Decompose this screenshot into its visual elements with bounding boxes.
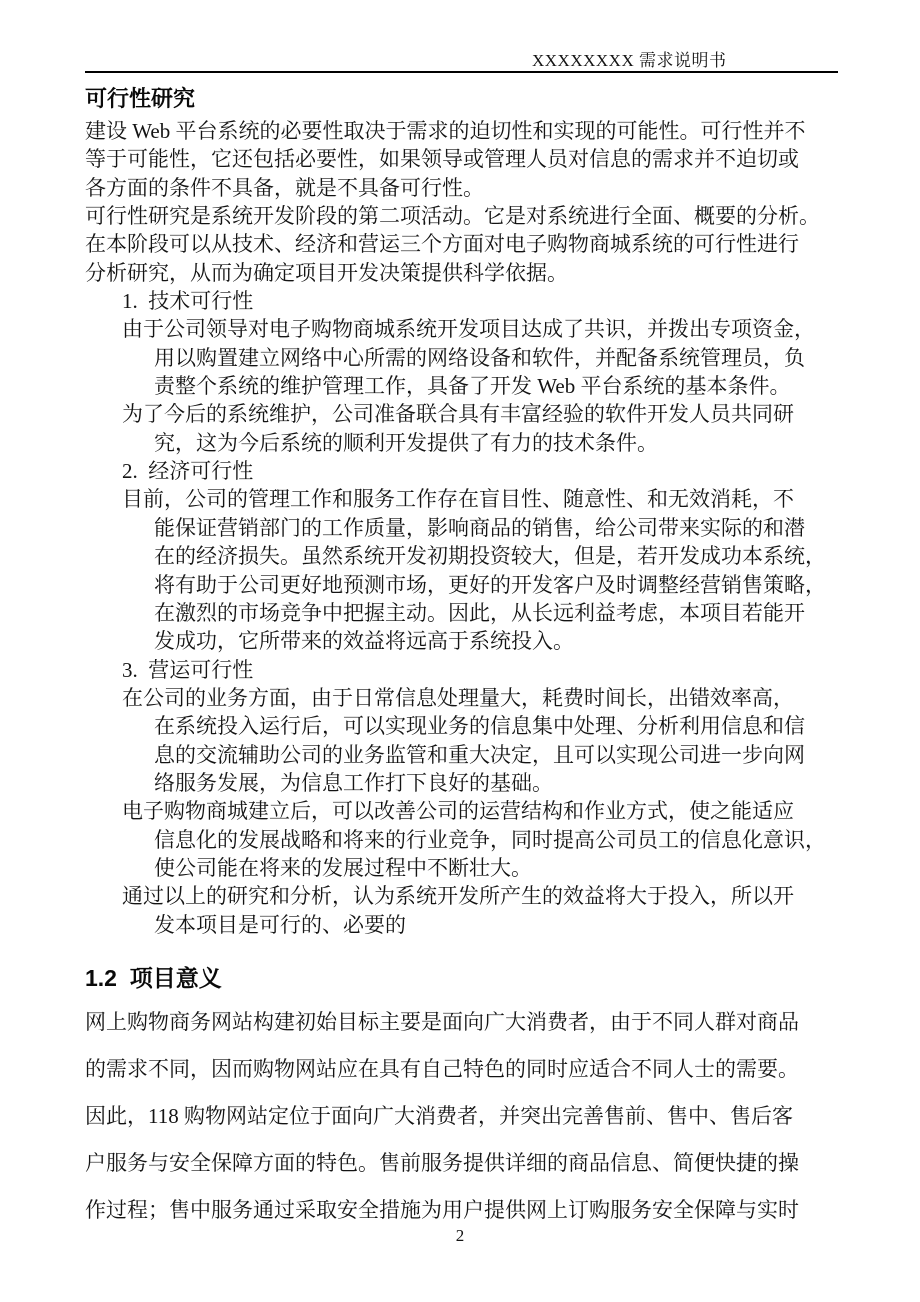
text-line: 将有助于公司更好地预测市场，更好的开发客户及时调整经营销售策略， <box>154 572 826 597</box>
text-line: 在激烈的市场竞争中把握主动。因此，从长远利益考虑，本项目若能开 <box>154 600 805 625</box>
header-title: XXXXXXXX 需求说明书 <box>532 51 727 70</box>
text-line: 户服务与安全保障方面的特色。售前服务提供详细的商品信息、简便快捷的操 <box>85 1150 799 1175</box>
header-rule <box>85 71 838 73</box>
text-line: 究，这为今后系统的顺利开发提供了有力的技术条件。 <box>154 430 658 455</box>
text-line: 建设 Web 平台系统的必要性取决于需求的迫切性和实现的可能性。可行性并不 <box>85 119 806 143</box>
page-footer <box>0 1226 920 1246</box>
text-line: 责整个系统的维护管理工作，具备了开发 Web 平台系统的基本条件。 <box>154 374 791 399</box>
text-line: 信息化的发展战略和将来的行业竞争，同时提高公司员工的信息化意识， <box>154 827 826 852</box>
text-line: 在的经济损失。虽然系统开发初期投资较大，但是，若开发成功本系统， <box>154 544 826 569</box>
text-line: 可行性研究是系统开发阶段的第二项活动。它是对系统进行全面、概要的分析。 <box>85 204 820 229</box>
text-line: 的需求不同，因而购物网站应在具有自己特色的同时应适合不同人士的需要。 <box>85 1056 799 1081</box>
text-line: 各方面的条件不具备，就是不具备可行性。 <box>85 175 484 200</box>
text-line: 在本阶段可以从技术、经济和营运三个方面对电子购物商城系统的可行性进行 <box>85 232 799 257</box>
document-content <box>85 84 875 1234</box>
text-line: 因此，118 购物网站定位于面向广大消费者，并突出完善售前、售中、售后客 <box>85 1103 793 1128</box>
text-line: 在公司的业务方面，由于日常信息处理量大，耗费时间长，出错效率高， <box>122 685 794 710</box>
section1-heading: 可行性研究 <box>85 86 196 111</box>
text-line: 3. 营运可行性 <box>122 657 254 682</box>
text-line: 能保证营销部门的工作质量，影响商品的销售，给公司带来实际的和潜 <box>154 515 805 540</box>
text-line: 作过程；售中服务通过采取安全措施为用户提供网上订购服务安全保障与实时 <box>85 1197 799 1222</box>
text-line: 用以购置建立网络中心所需的网络设备和软件，并配备系统管理员，负 <box>154 345 805 370</box>
text-line: 发本项目是可行的、必要的 <box>154 912 406 937</box>
text-line: 通过以上的研究和分析，认为系统开发所产生的效益将大于投入，所以开 <box>122 884 794 909</box>
text-line: 1. 技术可行性 <box>122 289 254 314</box>
page-number: 2 <box>455 1226 465 1245</box>
text-line: 目前，公司的管理工作和服务工作存在盲目性、随意性、和无效消耗，不 <box>122 487 794 512</box>
text-line: 在系统投入运行后，可以实现业务的信息集中处理、分析利用信息和信 <box>154 714 805 739</box>
text-line: 络服务发展，为信息工作打下良好的基础。 <box>154 770 553 795</box>
text-line: 等于可能性，它还包括必要性，如果领导或管理人员对信息的需求并不迫切或 <box>85 147 799 172</box>
text-line: 分析研究，从而为确定项目开发决策提供科学依据。 <box>85 260 568 285</box>
text-line: 网上购物商务网站构建初始目标主要是面向广大消费者，由于不同人群对商品 <box>85 1009 799 1034</box>
text-line: 电子购物商城建立后，可以改善公司的运营结构和作业方式，使之能适应 <box>122 799 794 824</box>
text-line: 由于公司领导对电子购物商城系统开发项目达成了共识，并拨出专项资金， <box>122 317 815 342</box>
section2-body <box>85 999 875 1234</box>
section1-body <box>85 117 875 939</box>
text-line: 2. 经济可行性 <box>122 459 254 484</box>
text-line: 息的交流辅助公司的业务监管和重大决定，且可以实现公司进一步向网 <box>154 742 805 767</box>
text-line: 使公司能在将来的发展过程中不断壮大。 <box>154 855 532 880</box>
text-line: 为了今后的系统维护，公司准备联合具有丰富经验的软件开发人员共同研 <box>122 402 794 427</box>
section2-heading: 1.2 项目意义 <box>85 964 222 991</box>
text-line: 发成功，它所带来的效益将远高于系统投入。 <box>154 629 574 654</box>
